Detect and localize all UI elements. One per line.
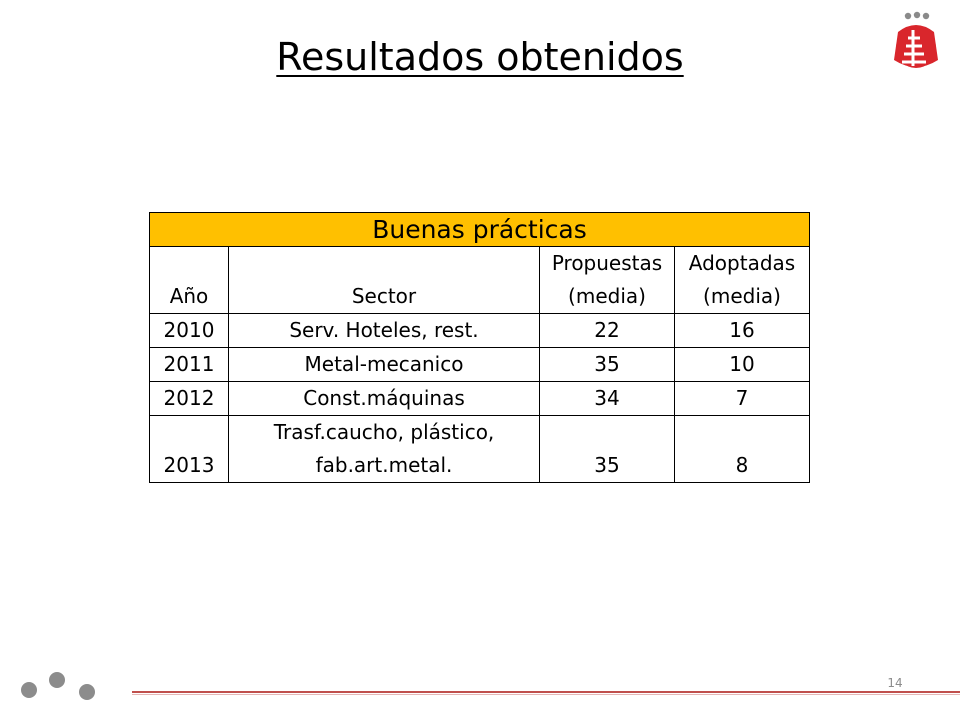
header-proposed-line1: Propuestas xyxy=(551,251,663,275)
cell-sector-line2: fab.art.metal. xyxy=(315,453,453,477)
header-proposed xyxy=(540,247,675,314)
header-proposed-line2: (media) xyxy=(568,284,646,308)
cell-proposed: 22 xyxy=(540,314,675,348)
cell-year: 2011 xyxy=(150,348,229,382)
cell-adopted: 7 xyxy=(675,382,810,416)
cell-sector: Const.máquinas xyxy=(229,382,540,416)
table-row xyxy=(150,348,810,382)
cell-sector: Serv. Hoteles, rest. xyxy=(229,314,540,348)
cell-proposed: 34 xyxy=(540,382,675,416)
cell-sector-line1: Trasf.caucho, plástico, xyxy=(273,420,495,444)
footer-rule xyxy=(132,691,960,693)
cell-proposed: 35 xyxy=(540,348,675,382)
cell-sector: Metal-mecanico xyxy=(229,348,540,382)
cell-year: 2010 xyxy=(150,314,229,348)
table-row xyxy=(150,382,810,416)
best-practices-table xyxy=(149,212,810,483)
header-year: Año xyxy=(150,247,229,314)
header-sector: Sector xyxy=(229,247,540,314)
cell-year: 2012 xyxy=(150,382,229,416)
table-row xyxy=(150,314,810,348)
slide-title-text: Resultados obtenidos xyxy=(276,35,684,79)
cell-adopted: 16 xyxy=(675,314,810,348)
slide-title xyxy=(0,32,960,82)
cell-proposed: 35 xyxy=(540,416,675,483)
cell-adopted: 8 xyxy=(675,416,810,483)
university-logo-icon xyxy=(886,10,946,74)
table-row xyxy=(150,416,810,483)
header-adopted-line1: Adoptadas xyxy=(688,251,796,275)
footer-rule-shadow xyxy=(132,694,960,695)
dots-decoration-icon xyxy=(18,668,108,708)
page-number: 14 xyxy=(887,676,903,690)
header-adopted-line2: (media) xyxy=(703,284,781,308)
cell-year: 2013 xyxy=(150,416,229,483)
table-caption: Buenas prácticas xyxy=(150,213,810,247)
cell-adopted: 10 xyxy=(675,348,810,382)
cell-sector xyxy=(229,416,540,483)
table-caption-row xyxy=(150,213,810,247)
table-header-row xyxy=(150,247,810,314)
header-adopted xyxy=(675,247,810,314)
